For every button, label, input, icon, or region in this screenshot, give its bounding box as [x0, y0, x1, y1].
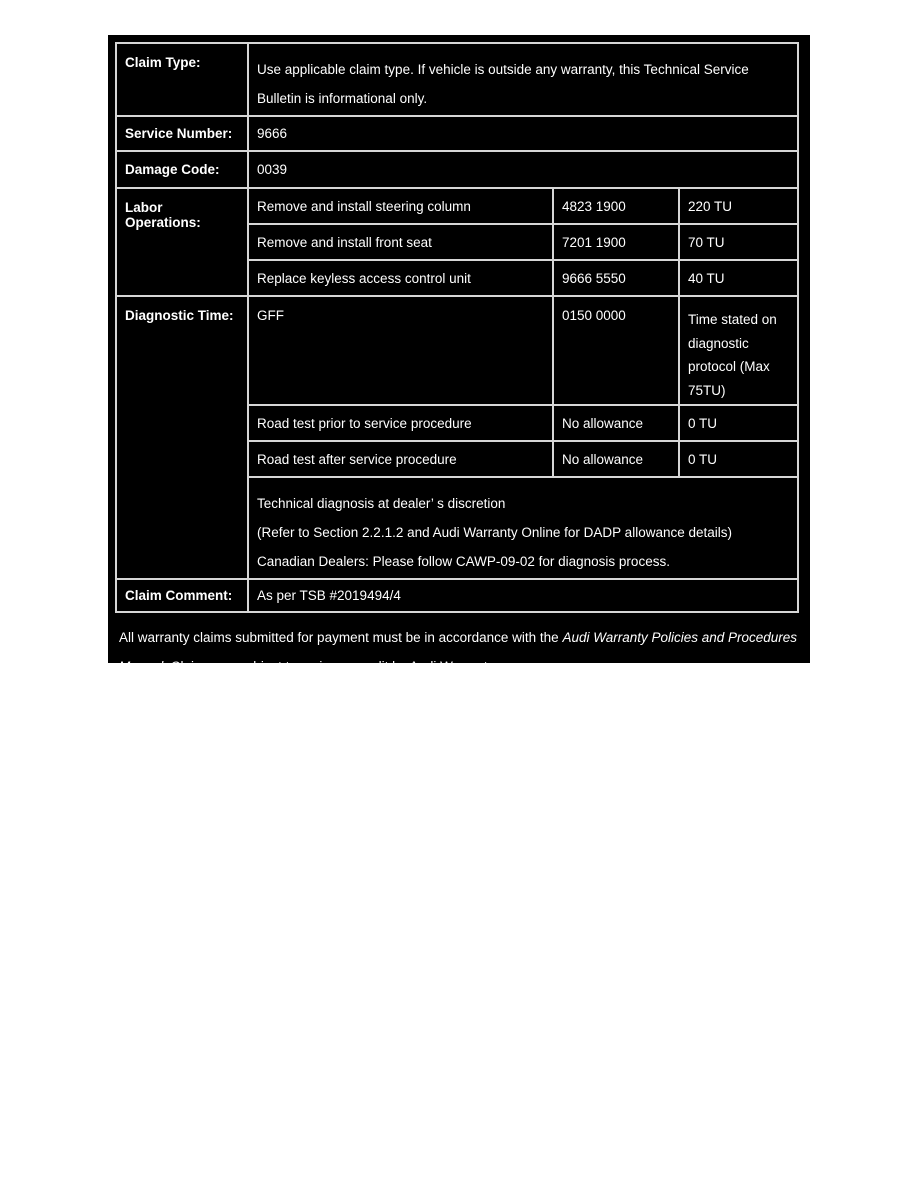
labor-op-time: 40 TU [679, 260, 798, 296]
table-row [116, 43, 798, 116]
warranty-claim-panel [108, 35, 810, 674]
table-row [116, 116, 798, 151]
footer-italic-text: Audi Warranty Policies and Procedures Manual. [119, 630, 798, 674]
diagnostic-time-label: Diagnostic Time: [116, 296, 248, 579]
diagnostic-note-line: Canadian Dealers: Please follow CAWP-09-02 for diagnosis process. [257, 554, 670, 569]
warranty-footer-note [119, 623, 809, 681]
diagnostic-time-value: 0 TU [679, 405, 798, 441]
labor-op-time: 220 TU [679, 188, 798, 224]
diagnostic-code: 0150 0000 [553, 296, 679, 405]
damage-code-label: Damage Code: [116, 151, 248, 188]
claim-comment-value: As per TSB #2019494/4 [248, 579, 798, 612]
diagnostic-note-cell [248, 477, 798, 579]
labor-op-code: 9666 5550 [553, 260, 679, 296]
service-number-value: 9666 [248, 116, 798, 151]
diagnostic-description: Road test after service procedure [248, 441, 553, 477]
labor-op-description: Remove and install front seat [248, 224, 553, 260]
claim-type-label: Claim Type: [116, 43, 248, 116]
warranty-claim-table [115, 42, 799, 613]
diagnostic-code: No allowance [553, 441, 679, 477]
footer-text: Claims are subject to review or audit by Audi Warranty. [167, 659, 498, 674]
labor-op-code: 7201 1900 [553, 224, 679, 260]
damage-code-value: 0039 [248, 151, 798, 188]
diagnostic-note-line: (Refer to Section 2.2.1.2 and Audi Warranty Online for DADP allowance details) [257, 525, 732, 540]
labor-operations-label: Labor Operations: [116, 188, 248, 296]
diagnostic-note-line: Technical diagnosis at dealer’ s discretion [257, 496, 506, 511]
labor-op-code: 4823 1900 [553, 188, 679, 224]
table-row [116, 188, 798, 224]
diagnostic-description: Road test prior to service procedure [248, 405, 553, 441]
table-row [116, 151, 798, 188]
diagnostic-description: GFF [248, 296, 553, 405]
labor-op-description: Replace keyless access control unit [248, 260, 553, 296]
diagnostic-code: No allowance [553, 405, 679, 441]
labor-op-description: Remove and install steering column [248, 188, 553, 224]
footer-text: All warranty claims submitted for payment must be in accordance with the [119, 630, 563, 645]
diagnostic-time-value: 0 TU [679, 441, 798, 477]
service-number-label: Service Number: [116, 116, 248, 151]
diagnostic-time-value: Time stated on diagnostic protocol (Max 75TU) [679, 296, 798, 405]
claim-comment-label: Claim Comment: [116, 579, 248, 612]
table-row [116, 296, 798, 405]
claim-type-value: Use applicable claim type. If vehicle is outside any warranty, this Technical Service Bulletin is informational only. [248, 43, 798, 116]
table-row [116, 579, 798, 612]
labor-op-time: 70 TU [679, 224, 798, 260]
